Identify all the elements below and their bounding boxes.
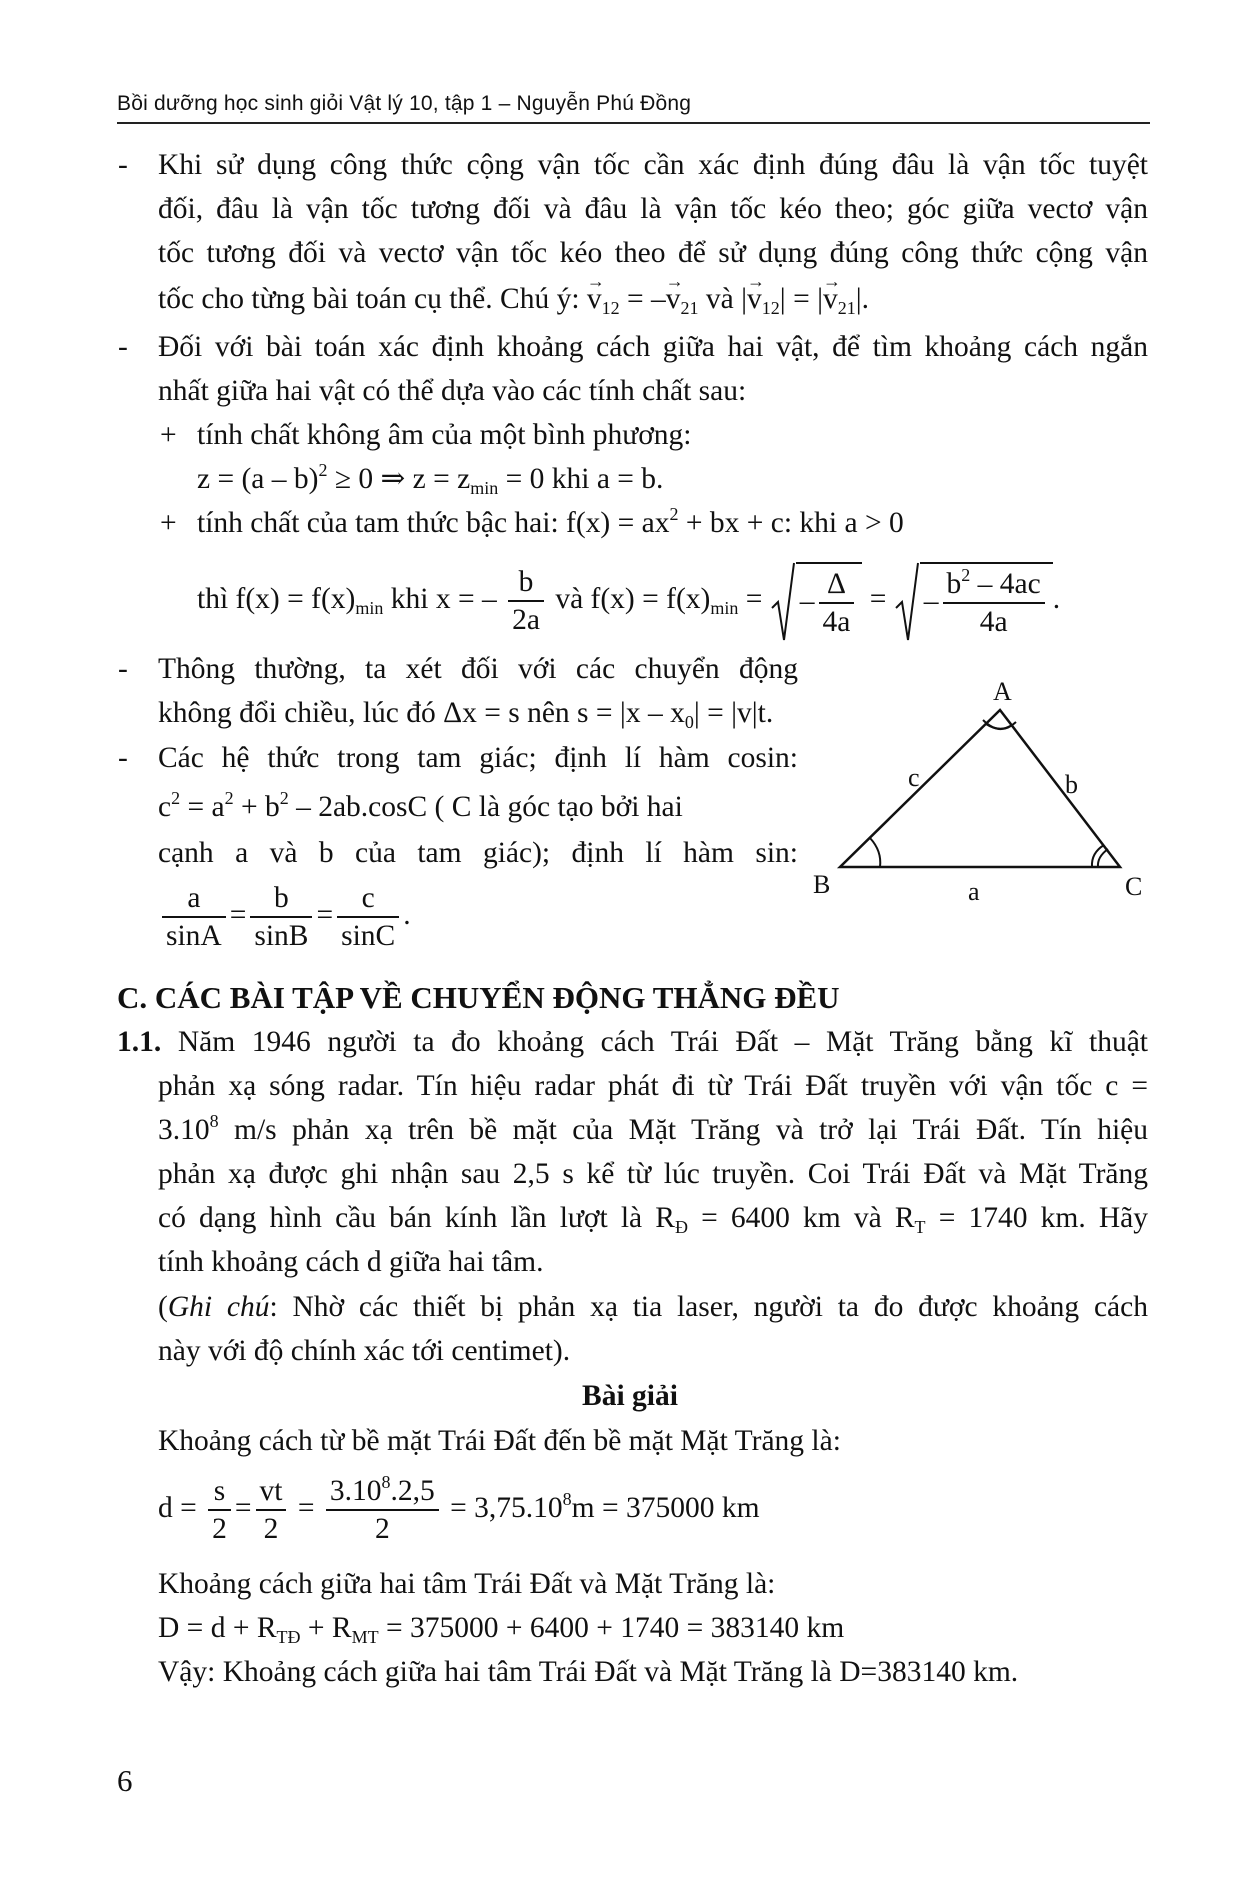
plus-marker: +: [160, 419, 177, 451]
problem-note-line1: (Ghi chú: Nhờ các thiết bị phản xạ tia laser, người ta đo được khoảng cách: [158, 1291, 1148, 1323]
header-rule: [117, 122, 1150, 124]
bullet1-line2: đối, đâu là vận tốc tương đối và đâu là vận tốc kéo theo; góc giữa vectơ vận: [158, 193, 1148, 225]
bullet4-line3: cạnh a và b của tam giác); định lí hàm sin:: [158, 837, 798, 869]
vector-v21-abs: → v: [823, 282, 838, 316]
bullet-dash: -: [118, 742, 128, 774]
vertex-A: A: [993, 677, 1012, 706]
bullet-dash: -: [118, 331, 128, 363]
fraction-b-over-2a: $\frac{b}{2a}$: [508, 564, 544, 638]
bullet2-point2: tính chất của tam thức bậc hai: $f(x) = ax^2$ + bx + c: khi a > 0: [197, 504, 904, 539]
side-b: b: [1065, 770, 1078, 799]
solution-line2: Khoảng cách giữa hai tâm Trái Đất và Mặt Trăng là:: [158, 1568, 776, 1600]
problem-line3: 3.10$^8$ m/s phản xạ trên bề mặt của Mặt Trăng và trở lại Trái Đất. Tín hiệu: [158, 1111, 1148, 1146]
solution-formula-d: d = $\frac{s}{2}$ = $\frac{vt}{2}$ = $\frac{3.10^8.2,5}{2}$ = $3,75.10^8m = 375000$ km: [158, 1472, 760, 1545]
bullet3-line1: Thông thường, ta xét đối với các chuyển động: [158, 653, 798, 685]
running-header: Bồi dưỡng học sinh giỏi Vật lý 10, tập 1 – Nguyễn Phú Đồng: [117, 92, 692, 115]
solution-line1: Khoảng cách từ bề mặt Trái Đất đến bề mặt Mặt Trăng là:: [158, 1425, 841, 1457]
solution-title: Bài giải: [582, 1380, 678, 1412]
vector-v21: → v: [666, 282, 681, 316]
bullet1-line4-text: tốc cho từng bài toán cụ thể. Chú ý:: [158, 283, 580, 315]
vector-v12: → v: [587, 282, 602, 316]
problem-line2: phản xạ sóng radar. Tín hiệu radar phát đi từ Trái Đất truyền với vận tốc c =: [158, 1070, 1148, 1102]
problem-line1: 1.1. Năm 1946 người ta đo khoảng cách Trái Đất – Mặt Trăng bằng kĩ thuật: [117, 1026, 1148, 1058]
solution-formula-D: $D = d + R_{TĐ} + R_{MT} = 375000 + 6400 + 1740 = 383140$ km: [158, 1612, 845, 1647]
sqrt-delta: – $\frac{\Delta}{4a}$: [770, 562, 863, 640]
bullet-dash: -: [118, 149, 128, 181]
plus-marker: +: [160, 507, 177, 539]
bullet2-formula1: z = (a – b)$^2$ ≥ 0 ⇒ $z = z_{min} = 0$ khi a = b.: [197, 460, 664, 498]
bullet1-line4: tốc cho từng bài toán cụ thể. Chú ý: → $v_{12}$ = –→ $v_{21}$ và |→ $v_{12}|$ = |→ $v_{21}|$.: [158, 282, 869, 316]
bullet4-line1: Các hệ thức trong tam giác; định lí hàm cosin:: [158, 742, 798, 774]
bullet3-line2: không đổi chiều, lúc đó Δx = s nên $s = |x - x_0| = |v|t$.: [158, 697, 774, 732]
triangle-figure: [813, 675, 1143, 920]
problem-line6: tính khoảng cách d giữa hai tâm.: [158, 1246, 544, 1278]
solution-conclusion: Vậy: Khoảng cách giữa hai tâm Trái Đất và Mặt Trăng là D=383140 km.: [158, 1656, 1019, 1688]
problem-line5: có dạng hình cầu bán kính lần lượt là $R_Đ = 6400$ km và $R_T = 1740$ km. Hãy: [158, 1202, 1148, 1237]
side-c: c: [908, 763, 920, 792]
bullet1-line3: tốc tương đối và vectơ vận tốc kéo theo để sử dụng đúng công thức cộng vận: [158, 237, 1148, 269]
bullet4-cosine: $c^2 = a^2 + b^2 - 2ab.\cos C$ ( C là góc tạo bởi hai: [158, 788, 683, 823]
bullet2-formula2: thì $f(x) = f(x)_{min}$ khi x = – $\frac{b}{2a}$ và $f(x) = f(x)_{min}$ = – $\frac{\Delta}{4a}$ = – $\frac{b^2 - 4ac}{4a}$ .: [197, 562, 1060, 640]
bullet2-line2: nhất giữa hai vật có thể dựa vào các tính chất sau:: [158, 375, 747, 407]
problem-line4: phản xạ được ghi nhận sau 2,5 s kể từ lúc truyền. Coi Trái Đất và Mặt Trăng: [158, 1158, 1148, 1190]
bullet-dash: -: [118, 653, 128, 685]
vector-v12-abs: → v: [747, 282, 762, 316]
side-a: a: [968, 877, 980, 906]
bullet1-line1: Khi sử dụng công thức cộng vận tốc cần xác định đúng đâu là vận tốc tuyệt: [158, 149, 1148, 181]
vertex-C: C: [1125, 872, 1143, 901]
bullet2-point1: tính chất không âm của một bình phương:: [197, 419, 692, 451]
problem-note-line2: này với độ chính xác tới centimet).: [158, 1335, 571, 1367]
bullet2-line1: Đối với bài toán xác định khoảng cách giữa hai vật, để tìm khoảng cách ngắn: [158, 331, 1148, 363]
section-title: C. CÁC BÀI TẬP VỀ CHUYỂN ĐỘNG THẲNG ĐỀU: [117, 980, 840, 1015]
vertex-B: B: [813, 870, 831, 899]
triangle-svg: [820, 675, 1143, 915]
sine-law: $\frac{a}{\sin A}$ = $\frac{b}{\sin B}$ = $\frac{c}{\sin C}$ .: [158, 880, 411, 954]
problem-number: 1.1.: [117, 1026, 162, 1058]
page-number: 6: [117, 1763, 133, 1798]
sqrt-discriminant: – $\frac{b^2 - 4ac}{4a}$: [894, 562, 1053, 640]
